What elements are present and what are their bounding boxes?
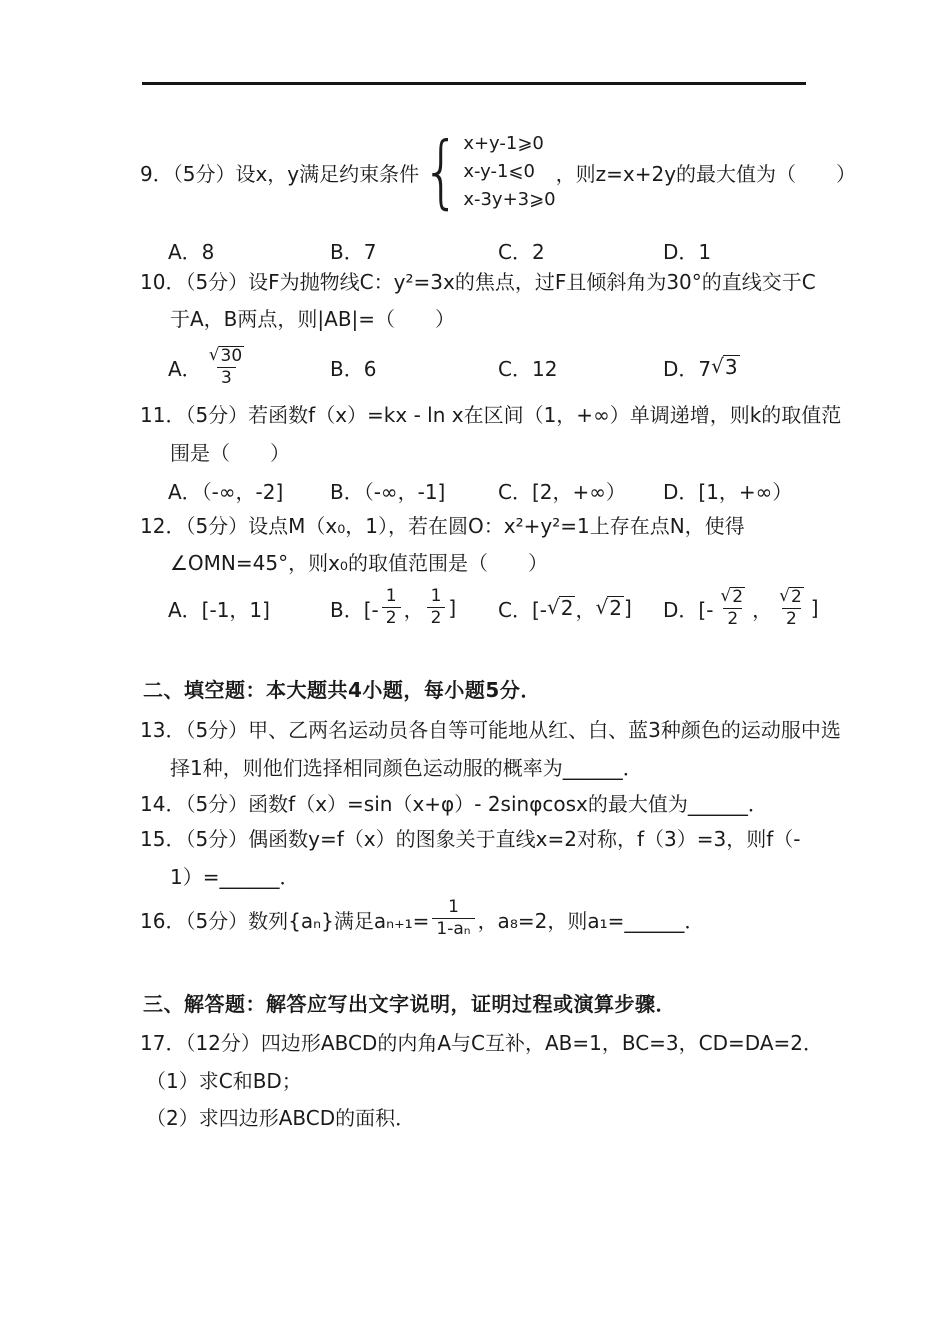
- radicand: 30: [220, 345, 243, 366]
- page-header-rule: [142, 82, 806, 85]
- q12-option-b: [330, 587, 498, 628]
- denominator: 2: [723, 608, 742, 630]
- numerator: 1: [448, 897, 459, 918]
- question-16-text-post: ，a₈=2，则a₁=______．: [477, 908, 705, 933]
- left-brace-symbol: {: [422, 125, 461, 219]
- q11-option-b: B．（-∞，-1]: [330, 480, 446, 504]
- q12-option-b-label: B．[-: [330, 597, 379, 622]
- q10-option-a: [168, 346, 330, 388]
- sqrt-expression: [209, 346, 244, 367]
- q12-option-d-bracket: ]: [810, 596, 819, 620]
- q12-option-b-comma: ，: [403, 597, 424, 622]
- radicand: 2: [560, 596, 574, 620]
- question-17-part-2: （2）求四边形ABCD的面积．: [146, 1106, 416, 1130]
- question-13-line-2: 择1种，则他们选择相同颜色运动服的概率为______．: [170, 756, 643, 780]
- question-16-line: [140, 893, 704, 945]
- q12-option-a: A．[-1，1]: [168, 597, 270, 622]
- question-9-text-pre: 9．（5分）设x，y满足约束条件: [140, 161, 420, 186]
- question-11-options: [168, 476, 792, 505]
- q11-option-a: A．（-∞，-2]: [168, 480, 284, 504]
- denominator: 3: [217, 367, 236, 389]
- radicand: 3: [724, 355, 738, 379]
- fraction: [775, 587, 808, 629]
- question-13-line-1: 13．（5分）甲、乙两名运动员各自等可能地从红、白、蓝3种颜色的运动服中选: [140, 718, 841, 742]
- question-9-options: [168, 236, 711, 265]
- radical-sign: √: [208, 344, 220, 365]
- constraint-2: x-y-1⩽0: [463, 161, 535, 182]
- q9-option-b: B．7: [330, 240, 377, 264]
- q12-option-d-comma: ，: [752, 597, 773, 622]
- sqrt-expression: [547, 596, 575, 620]
- q12-option-c-label: C．[-: [498, 597, 547, 622]
- q11-option-d: D．[1，+∞）: [663, 480, 793, 504]
- fraction: [716, 587, 749, 629]
- radical-sign: √: [779, 585, 790, 606]
- sqrt-expression: [711, 355, 739, 379]
- radicand: 2: [790, 586, 802, 607]
- q9-option-d: D．1: [663, 240, 712, 264]
- denominator: 1-aₙ: [432, 918, 474, 940]
- q12-option-c-comma: ，: [575, 597, 596, 622]
- question-10-line-1: 10．（5分）设F为抛物线C：y²=3x的焦点，过F且倾斜角为30°的直线交于C: [140, 270, 816, 294]
- question-16-text-pre: 16．（5分）数列{aₙ}满足aₙ₊₁=: [140, 908, 430, 933]
- question-15-line-2: 1）=______．: [170, 865, 300, 889]
- fraction: [427, 587, 446, 628]
- question-9-text-post: ，则z=x+2y的最大值为（ ）: [555, 161, 857, 186]
- q10-option-d-label: D．7: [663, 356, 712, 381]
- q10-option-b: B．6: [330, 356, 377, 381]
- radical-sign: √: [711, 354, 724, 378]
- question-11-line-1: 11．（5分）若函数f（x）=kx - ln x在区间（1，+∞）单调递增，则k的取值范: [140, 403, 842, 427]
- question-9: [140, 125, 857, 219]
- question-15-line-1: 15．（5分）偶函数y=f（x）的图象关于直线x=2对称，f（3）=3，则f（-: [140, 827, 801, 851]
- q12-option-d-label: D．[-: [663, 597, 714, 622]
- fraction: [432, 898, 474, 939]
- numerator: 1: [430, 586, 442, 607]
- numerator: 1: [385, 586, 397, 607]
- q10-option-c: C．12: [498, 356, 558, 381]
- q12-option-c: [498, 594, 663, 623]
- constraint-1: x+y-1⩾0: [463, 133, 544, 154]
- question-12-line-1: 12．（5分）设点M（x₀，1），若在圆O：x²+y²=1上存在点N，使得: [140, 514, 745, 538]
- section-3-heading: 三、解答题：解答应写出文字说明，证明过程或演算步骤．: [143, 992, 676, 1016]
- radical-sign: √: [546, 595, 560, 619]
- denominator: 2: [382, 607, 401, 629]
- question-10-options: [168, 341, 740, 393]
- radical-sign: √: [720, 585, 732, 606]
- question-12-line-2: ∠OMN=45°，则x₀的取值范围是（ ）: [170, 551, 548, 575]
- constraint-3: x-3y+3⩾0: [463, 189, 556, 210]
- sqrt-expression: [595, 596, 623, 620]
- question-11-line-2: 围是（ ）: [170, 441, 290, 465]
- constraint-system: [463, 130, 555, 214]
- denominator: 2: [427, 607, 446, 629]
- q10-option-d: [663, 353, 740, 382]
- radicand: 2: [609, 596, 622, 620]
- question-12-options: [168, 582, 819, 634]
- q12-option-c-bracket: ]: [623, 596, 632, 620]
- section-2-heading: 二、填空题：本大题共4小题，每小题5分．: [143, 678, 541, 702]
- radicand: 2: [732, 586, 744, 607]
- question-17-line-1: 17．（12分）四边形ABCD的内角A与C互补，AB=1，BC=3，CD=DA=2．: [140, 1031, 823, 1055]
- denominator: 2: [782, 608, 801, 630]
- sqrt-expression: [779, 587, 804, 608]
- question-17-part-1: （1）求C和BD；: [146, 1069, 302, 1093]
- q12-option-b-bracket: ]: [448, 596, 457, 620]
- fraction: [382, 587, 401, 628]
- question-10-line-2: 于A，B两点，则|AB|=（ ）: [170, 307, 456, 331]
- fraction: [205, 346, 248, 388]
- question-14-line: 14．（5分）函数f（x）=sin（x+φ）- 2sinφcosx的最大值为______．: [140, 792, 768, 816]
- q10-option-a-label: A．: [168, 356, 202, 381]
- radical-sign: √: [595, 595, 609, 619]
- q9-option-c: C．2: [498, 240, 545, 264]
- sqrt-expression: [720, 587, 745, 608]
- q12-option-d: [663, 587, 819, 629]
- q11-option-c: C．[2，+∞）: [498, 480, 626, 504]
- q9-option-a: A．8: [168, 240, 215, 264]
